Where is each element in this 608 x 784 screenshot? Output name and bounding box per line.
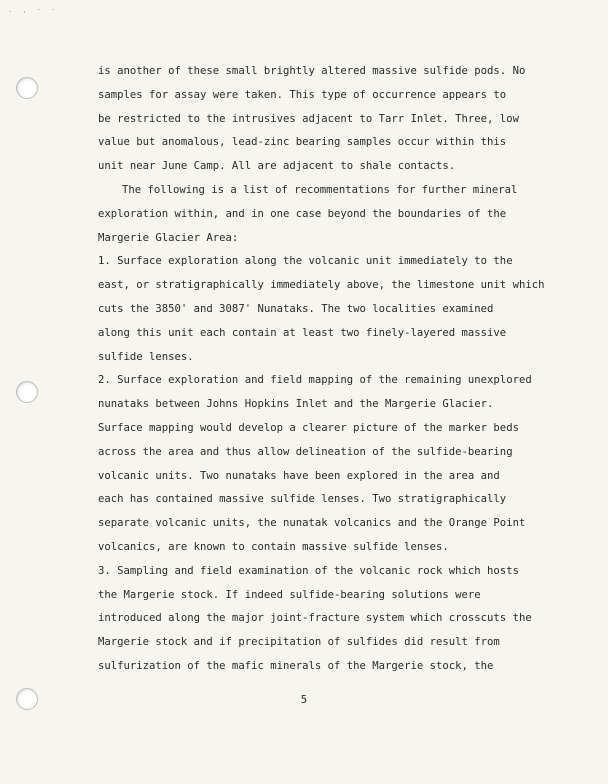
- list-item-1: 1. Surface exploration along the volcanic unit immediately to the: [98, 255, 513, 268]
- body-text: [98, 60, 545, 679]
- binder-hole-middle: [16, 381, 38, 403]
- text-line: each has contained massive sulfide lenses. Two stratigraphically: [98, 493, 507, 506]
- text-line: value but anomalous, lead-zinc bearing samples occur within this: [98, 136, 507, 149]
- text-line: Margerie Glacier Area:: [98, 231, 239, 244]
- text-line: across the area and thus allow delineation of the sulfide-bearing: [98, 445, 513, 458]
- text-line: volcanics, are known to contain massive sulfide lenses.: [98, 540, 449, 553]
- text-line: volcanic units. Two nunataks have been explored in the area and: [98, 469, 500, 482]
- text-line: unit near June Camp. All are adjacent to shale contacts.: [98, 160, 456, 173]
- text-line: Margerie stock and if precipitation of sulfides did result from: [98, 636, 500, 649]
- text-line: nunataks between Johns Hopkins Inlet and the Margerie Glacier.: [98, 398, 494, 411]
- margin-specks: . , · ·: [8, 6, 59, 14]
- text-line: exploration within, and in one case beyond the boundaries of the: [98, 207, 507, 220]
- binder-hole-top: [16, 77, 38, 99]
- text-line: east, or stratigraphically immediately above, the limestone unit which: [98, 279, 545, 292]
- text-line: cuts the 3850' and 3087' Nunataks. The two localities examined: [98, 302, 494, 315]
- text-line: samples for assay were taken. This type of occurrence appears to: [98, 88, 507, 101]
- text-line: sulfide lenses.: [98, 350, 194, 363]
- text-line: separate volcanic units, the nunatak volcanics and the Orange Point: [98, 517, 526, 530]
- text-line: introduced along the major joint-fracture system which crosscuts the: [98, 612, 532, 625]
- text-line: along this unit each contain at least two finely-layered massive: [98, 326, 507, 339]
- text-line: is another of these small brightly altered massive sulfide pods. No: [98, 65, 526, 77]
- page-number: 5: [300, 694, 308, 706]
- list-item-3: 3. Sampling and field examination of the volcanic rock which hosts: [98, 564, 519, 577]
- list-item-2: 2. Surface exploration and field mapping of the remaining unexplored: [98, 374, 532, 387]
- text-line: be restricted to the intrusives adjacent to Tarr Inlet. Three, low: [98, 112, 519, 125]
- text-line: sulfurization of the mafic minerals of the Margerie stock, the: [98, 659, 494, 672]
- text-line: Surface mapping would develop a clearer picture of the marker beds: [98, 421, 519, 434]
- text-line: The following is a list of recommentations for further mineral: [122, 183, 518, 196]
- text-line: the Margerie stock. If indeed sulfide-bearing solutions were: [98, 588, 481, 601]
